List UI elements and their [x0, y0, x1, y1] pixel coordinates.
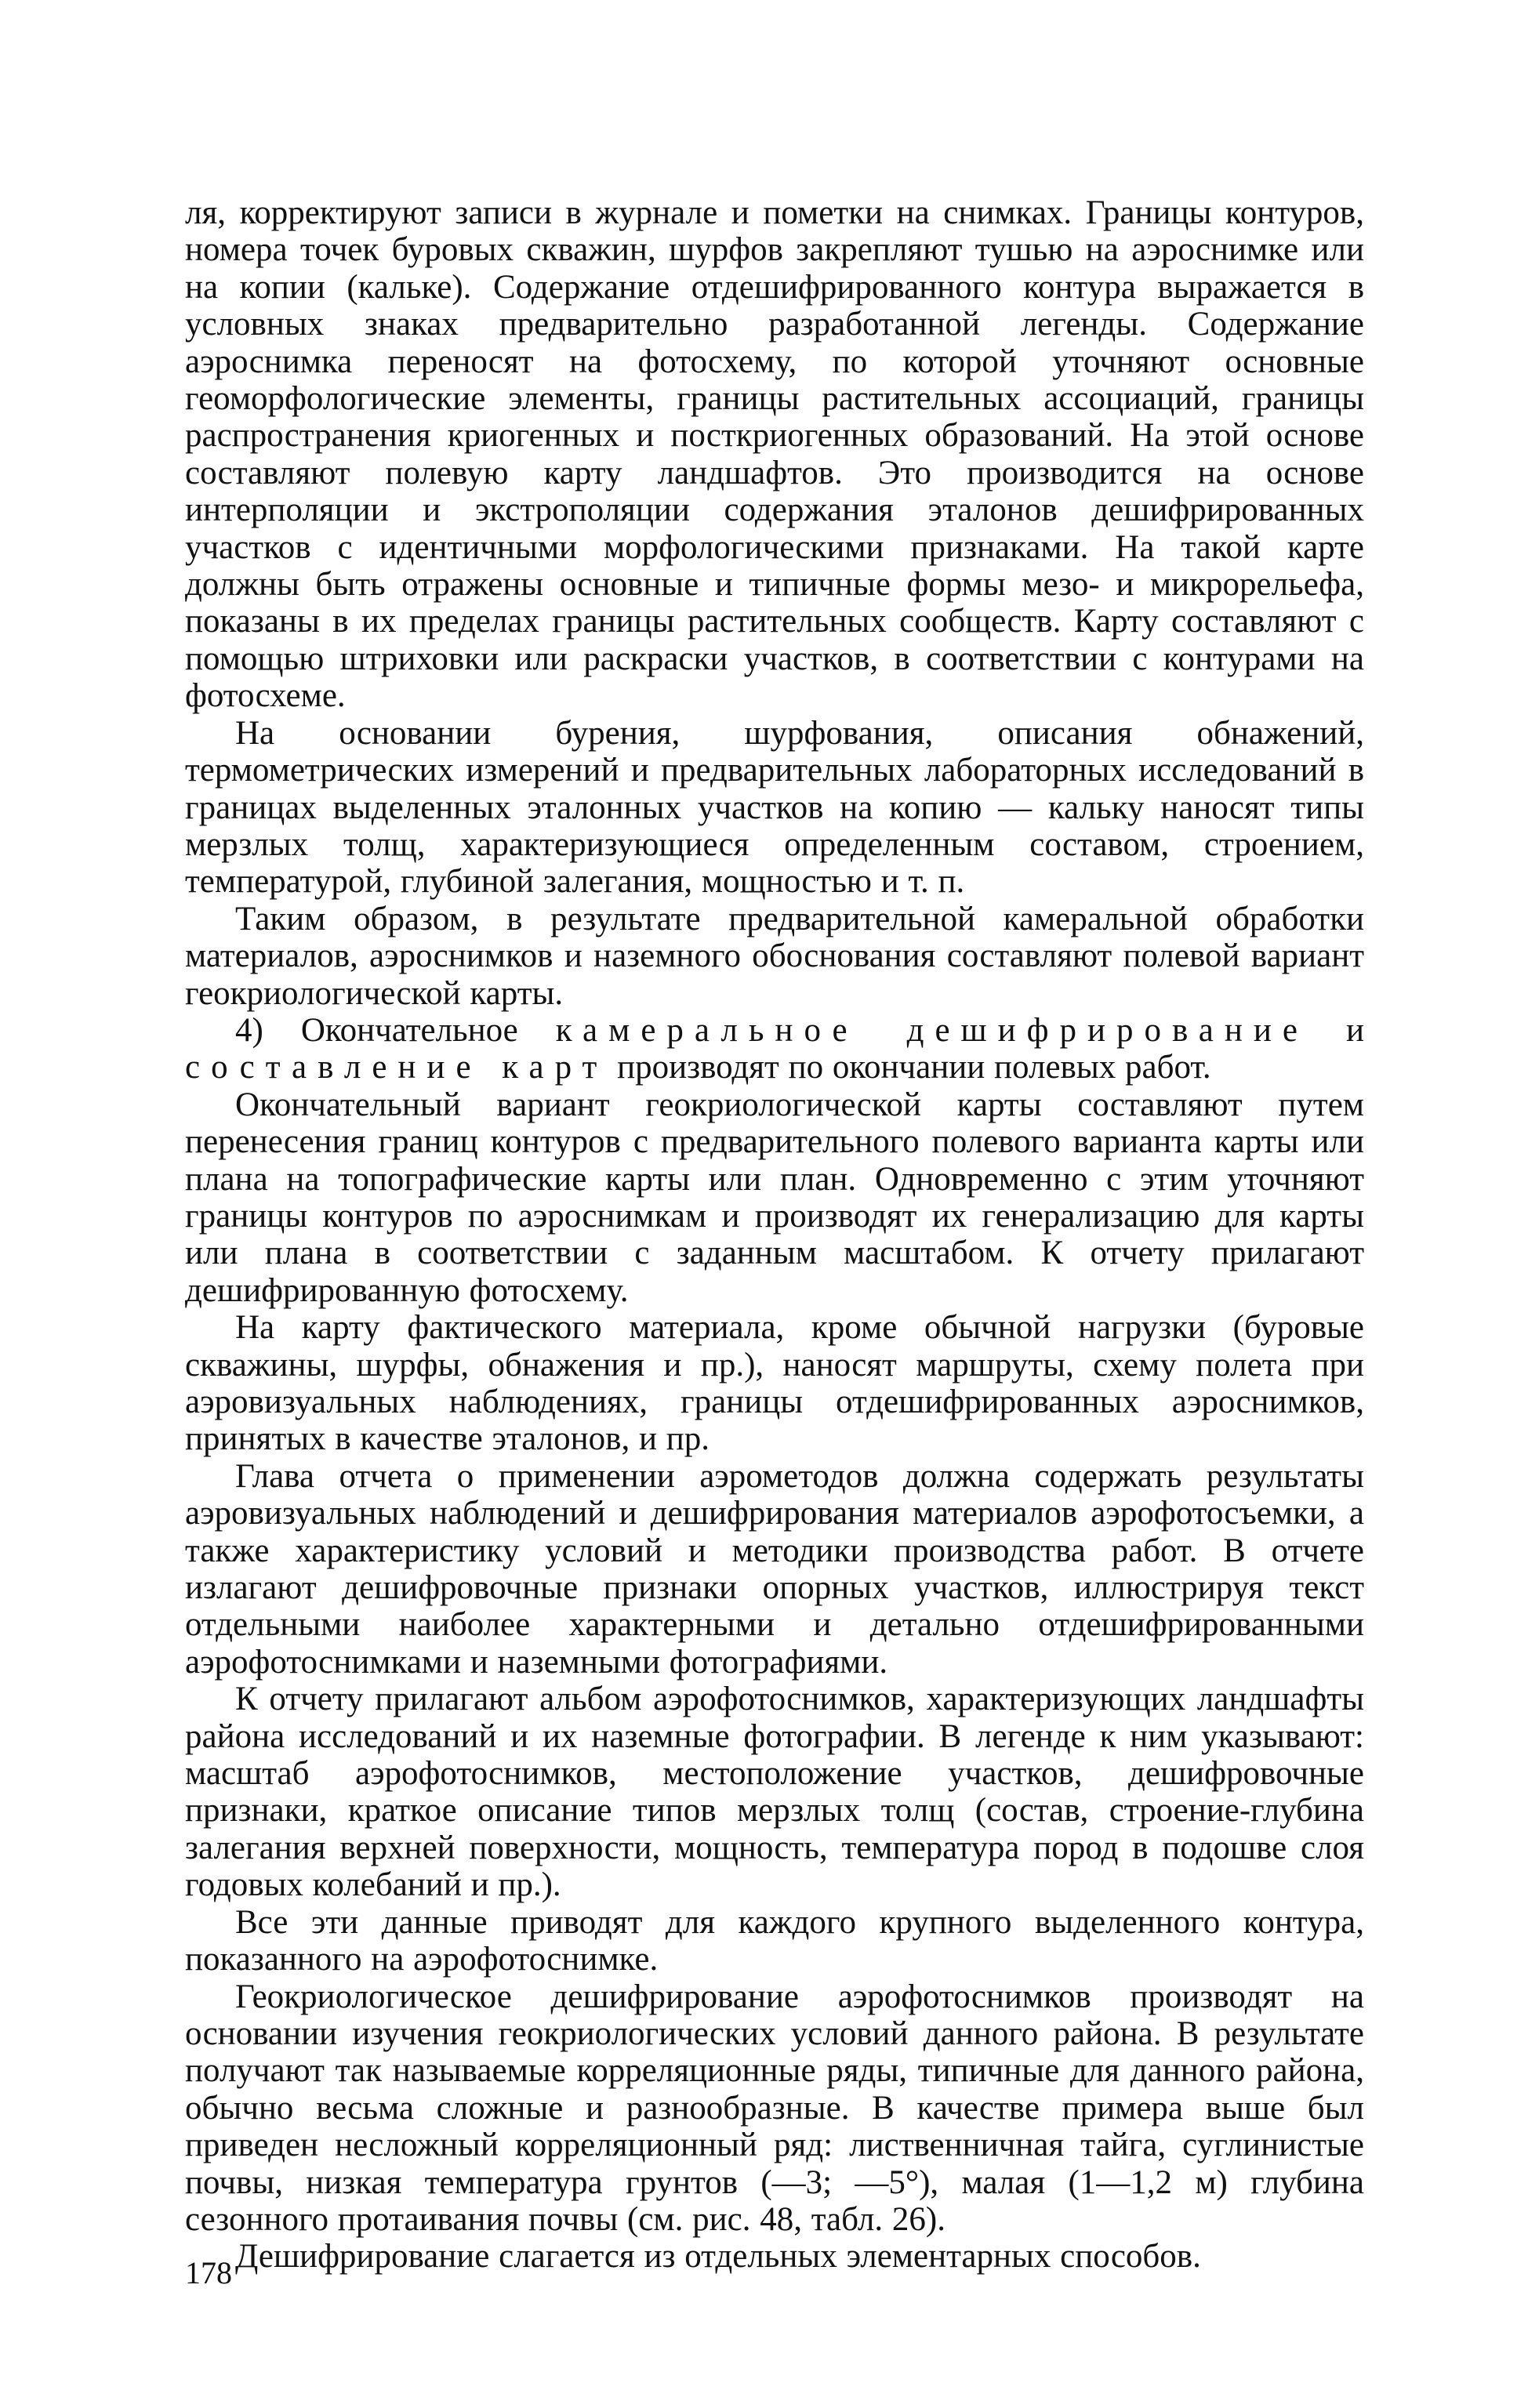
paragraph-closing: Дешифрирование слагается из отдельных элементарных способов. — [235, 2238, 1201, 2276]
paragraph-photo-album: К отчету прилагают альбом аэрофотоснимков, характеризующих ландшафты района исследований и их наземные фотографии. В легенде к ним указывают: масштаб аэрофотоснимков, местоположение участков, дешифровочные признаки, краткое описание типов мерзлых толщ (состав, строение-глубина залегания верхней поверхности, мощность, температура пород в подошве слоя годовых колебаний и пр.). — [185, 1681, 1364, 1904]
paragraph-report-chapter: Глава отчета о применении аэрометодов должна содержать результаты аэровизуальных наблюдений и дешифрирования материалов аэрофотосъемки, а также характеристику условий и методики производства работ. В отчете излагают дешифровочные признаки опорных участков, иллюстрируя текст отдельными наиболее характерными и детально отдешифрированными аэрофотоснимками и наземными фотографиями. — [185, 1457, 1364, 1681]
final-stage-mid: и — [1308, 1011, 1364, 1049]
paragraph-contour-data: Все эти данные приводят для каждого крупного выделенного контура, показанного на аэрофотоснимке. — [185, 1903, 1364, 1978]
final-stage-lead: 4) Окончательное — [235, 1011, 556, 1049]
paragraph-drilling-data: На основании бурения, шурфования, описания обнажений, термометрических измерений и предварительных лабораторных исследований в границах выделенных эталонных участков на копию — кальку наносят типы мерзлых толщ, характеризующиеся определенным составом, строением, температурой, глубиной залегания, мощностью и т. п. — [185, 714, 1364, 901]
final-stage-term-2: составление карт — [185, 1049, 608, 1086]
paragraph-factual-map: На карту фактического материала, кроме обычной нагрузки (буровые скважины, шурфы, обнажения и пр.), наносят маршруты, схему полета при аэровизуальных наблюдениях, границы отдешифрированных аэроснимков, принятых в качестве эталонов, и пр. — [185, 1309, 1364, 1458]
page-number: 178 — [185, 2255, 232, 2290]
paragraph-final-map: Окончательный вариант геокриологической карты составляют путем перенесения границ контуров с предварительного полевого варианта карты или плана на топографические карты или план. Одновременно с этим уточняют границы контуров по аэроснимкам и производят их генерализацию для карты или плана в соответствии с заданным масштабом. К отчету прилагают дешифрированную фотосхему. — [185, 1086, 1364, 1309]
final-stage-term-1: камеральное дешифрирование — [555, 1011, 1308, 1049]
paragraph-final-stage — [185, 1012, 1364, 1086]
paragraph-field-variant: Таким образом, в результате предварительной камеральной обработки материалов, аэроснимков и наземного обоснования составляют полевой вариант геокриологической карты. — [185, 900, 1364, 1012]
final-stage-tail: производят по окончании полевых работ. — [608, 1049, 1211, 1086]
paragraph-correlation-series: Геокриологическое дешифрирование аэрофотоснимков производят на основании изучения геокриологических условий данного района. В результате получают так называемые корреляционные ряды, типичные для данного района, обычно весьма сложные и разнообразные. В качестве примера выше был приведен несложный корреляционный ряд: лиственничная тайга, суглинистые почвы, низкая температура грунтов (—3; —5°), малая (1—1,2 м) глубина сезонного протаивания почвы (см. рис. 48, табл. 26). — [185, 1978, 1364, 2238]
body-text — [185, 194, 1364, 2276]
paragraph-continuation: ля, корректируют записи в журнале и пометки на снимках. Границы контуров, номера точек буровых скважин, шурфов закрепляют тушью на аэроснимке или на копии (кальке). Содержание отдешифрированного контура выражается в условных знаках предварительно разработанной легенды. Содержание аэроснимка переносят на фотосхему, по которой уточняют основные геоморфологические элементы, границы растительных ассоциаций, границы распространения криогенных и посткриогенных образований. На этой основе составляют полевую карту ландшафтов. Это производится на основе интерполяции и экстрополяции содержания эталонов дешифрированных участков с идентичными морфологическими признаками. На такой карте должны быть отражены основные и типичные формы мезо- и микрорельефа, показаны в их пределах границы растительных сообществ. Карту составляют с помощью штриховки или раскраски участков, в соответствии с контурами на фотосхеме. — [185, 194, 1364, 715]
